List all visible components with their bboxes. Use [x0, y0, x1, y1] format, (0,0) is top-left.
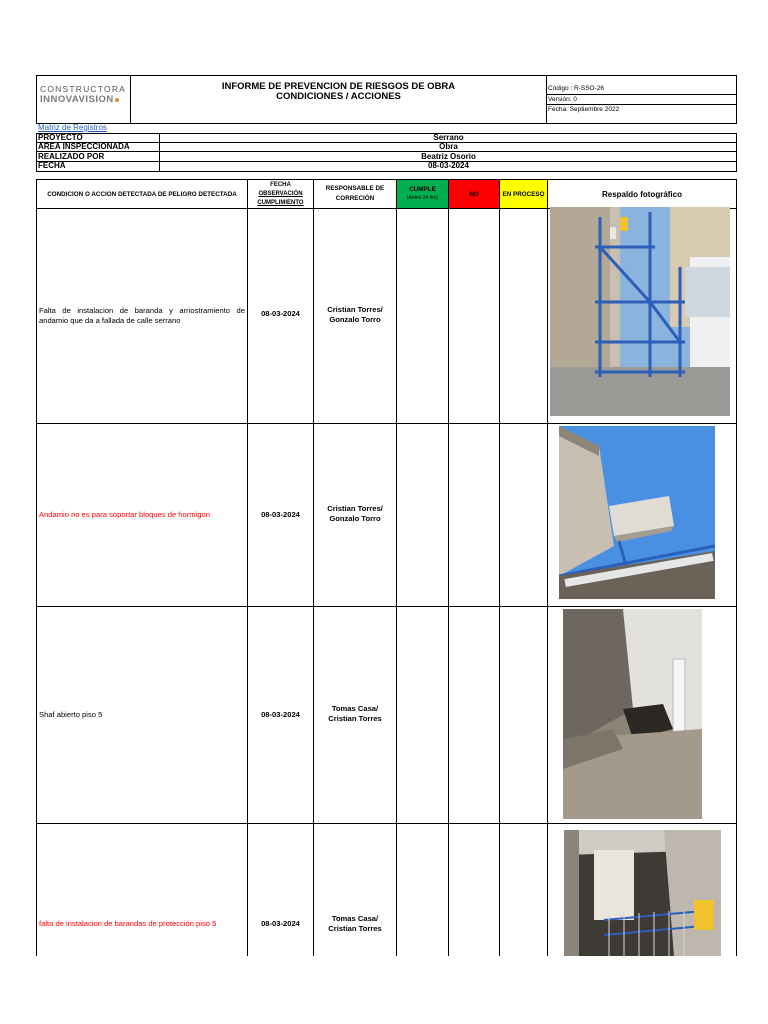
row-2-condition: Andamio no es para soportar bloques de hormigon: [39, 510, 210, 519]
info-value-fecha: 08-03-2024: [428, 161, 469, 170]
logo-top-text: CONSTRUCTORA: [40, 84, 127, 94]
col-header-fecha: [248, 180, 313, 208]
table-col-line: [396, 179, 397, 956]
row-2-photo-blocks: [559, 426, 715, 599]
railing-photo-graphic: [564, 830, 721, 956]
row-1-responsible: [314, 305, 396, 325]
col-header-respaldo: Respaldo fotográfico: [601, 189, 682, 199]
col-header-fecha-3: CUMPLIMIENTO: [257, 199, 304, 206]
table-row-line: [36, 823, 737, 824]
info-label-proyecto: PROYECTO: [38, 133, 83, 142]
row-2-responsible: [314, 504, 396, 524]
col-header-cumple-sub: (Antes 24 hrs): [406, 195, 439, 201]
doc-code: Código : R-SSO-26: [547, 84, 737, 95]
col-header-fecha-1: FECHA: [270, 181, 291, 188]
row-3-date: 08-03-2024: [261, 710, 300, 719]
row-3-photo-shaft: [563, 609, 702, 819]
scaffold-photo-graphic: [550, 207, 730, 416]
table-col-line: [736, 179, 737, 956]
row-3-responsible: [314, 704, 396, 724]
row-3-condition: Shaf abierto piso 5: [39, 710, 103, 719]
row-1-date: 08-03-2024: [261, 309, 300, 318]
row-3-responsible-1: Tomas Casa/: [331, 704, 379, 713]
report-title-line2: CONDICIONES / ACCIONES: [276, 91, 401, 102]
info-label-realizado: REALIZADO POR: [38, 152, 105, 161]
table-col-line: [448, 179, 449, 956]
info-label-area: AREA INSPECCIONADA: [38, 142, 130, 151]
report-title: [131, 82, 546, 102]
row-1-responsible-1: Cristian Torres/: [327, 305, 383, 314]
row-1-photo-scaffold: [550, 207, 730, 416]
matrix-link[interactable]: Matriz de Registros: [38, 123, 107, 132]
logo-mark-icon: [115, 98, 119, 102]
doc-date: Fecha: Septiembre 2022: [548, 106, 620, 113]
table-col-line: [247, 179, 248, 956]
row-1-responsible-2: Gonzalo Torro: [329, 315, 381, 324]
col-header-responsable: RESPONSABLE DE CORRECIÓN: [325, 185, 385, 202]
row-3-responsible-2: Cristian Torres: [328, 714, 382, 723]
report-title-line1: INFORME DE PREVENCION DE RIESGOS DE OBRA: [221, 81, 456, 92]
doc-version: Versión: 0: [547, 95, 737, 106]
table-col-line: [499, 179, 500, 956]
info-label-fecha: FECHA: [38, 161, 66, 170]
info-value-area: Obra: [439, 142, 458, 151]
logo-main-text: INNOVAVISION: [40, 94, 114, 105]
col-header-condicion: CONDICION O ACCION DETECTADA DE PELIGRO DETECTADA: [47, 190, 237, 198]
company-logo: [40, 84, 128, 114]
col-header-fecha-2: OBSERVACIÓN: [258, 190, 303, 197]
row-4-responsible-1: Tomas Casa/: [331, 914, 379, 923]
table-col-line: [547, 179, 548, 956]
row-4-date: 08-03-2024: [261, 919, 300, 928]
row-2-responsible-2: Gonzalo Torro: [329, 514, 381, 523]
row-4-responsible: [314, 914, 396, 934]
row-2-date: 08-03-2024: [261, 510, 300, 519]
col-header-en-proceso: EN PROCESO: [500, 180, 547, 208]
col-header-cumple-label: CUMPLE: [409, 186, 436, 193]
table-row-line: [36, 423, 737, 424]
row-4-responsible-2: Cristian Torres: [328, 924, 382, 933]
blocks-photo-graphic: [559, 426, 715, 599]
info-value-proyecto: Serrano: [433, 133, 464, 142]
row-2-responsible-1: Cristian Torres/: [327, 504, 383, 513]
table-row-line: [36, 606, 737, 607]
shaft-photo-graphic: [563, 609, 702, 819]
col-header-cumple: [397, 180, 448, 208]
row-4-photo-railing: [564, 830, 721, 956]
row-1-condition: Falta de instalacion de baranda y arriostramiento de andamio que da a fallada de calle serrano: [39, 306, 245, 325]
row-4-condition: falta de instalacion de barandas de protección piso 5: [39, 919, 217, 928]
doc-meta: [547, 84, 737, 115]
col-header-no: NO: [449, 180, 499, 208]
table-col-line: [313, 179, 314, 956]
table-col-line: [36, 179, 37, 956]
info-value-realizado: Beatriz Osorio: [421, 152, 476, 161]
